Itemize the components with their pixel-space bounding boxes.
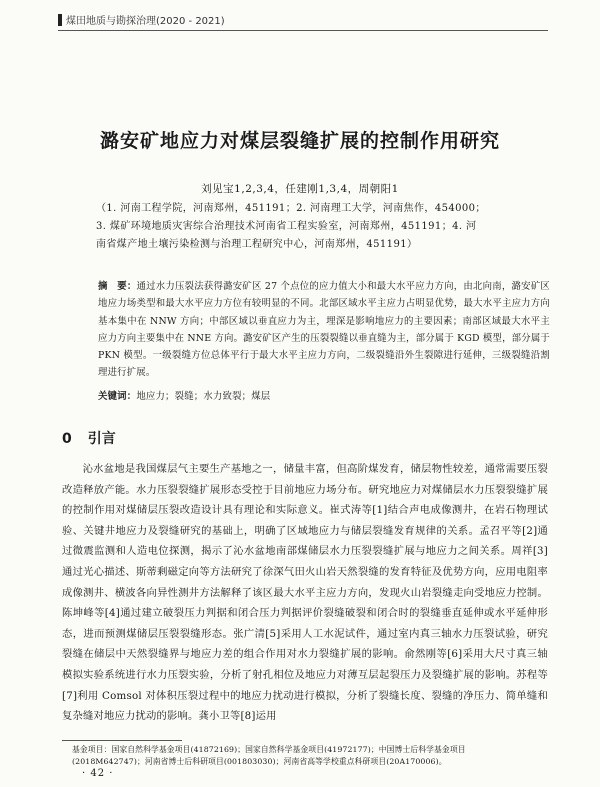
affiliation-line: 3. 煤矿环境地质灾害综合治理技术河南省工程实验室，河南郑州，451191；4. 河 <box>96 221 477 232</box>
abstract-text: 通过水力压裂法获得潞安矿区 27 个点位的应力值大小和最大水平应力方向，由北向南，潞安矿区地应力场类型和最大水平应力方位有较明显的不同。北部区域水平主应力占明显优势，最大水平主应力方向基本集中在 NNW 方向；中部区域以垂直应力为主，埋深是影响地应力的主要因素；南部区域最大水平主应力方向主要集中在 NNE 方向。潞安矿区产生的压裂裂缝以垂直缝为主，部分属于 KGD 模型，部分属于 PKN 模型。一级裂缝方位总体平行于最大水平主应力方向，二级裂缝沿外生裂隙进行延伸，三级裂缝沿割理进行扩展。 <box>98 281 550 379</box>
footnote-line: 基金项目：国家自然科学基金项目(41872169)；国家自然科学基金项目(41972177)；中国博士后科学基金项目 <box>72 745 466 754</box>
paper-title: 潞安矿地应力对煤层裂缝扩展的控制作用研究 <box>99 130 500 152</box>
abstract-label: 摘 要： <box>98 281 137 292</box>
running-header: 煤田地质与勘探治理(2020 - 2021) <box>66 16 225 27</box>
funding-footnote <box>72 744 548 768</box>
header-mark <box>58 14 62 26</box>
body-paragraph: 沁水盆地是我国煤层气主要生产基地之一，储量丰富，但高阶煤发育，储层物性较差，通常需要压裂改造释放产能。水力压裂裂缝扩展形态受控于目前地应力场分布。研究地应力对煤储层水力压裂裂缝扩展的控制作用对煤储层压裂改造设计具有理论和实际意义。崔式涛等[1]结合声电成像测井，在岩石物理试验、关键井地应力及裂缝研究的基础上，明确了区域地应力与储层裂缝发育规律的关系。孟召平等[2]通过微震监测和人造电位探测，揭示了沁水盆地南部煤储层水力压裂裂缝扩展与地应力之间关系。周祥[3]通过光心描述、斯蒂剩磁定向等方法研究了徐深气田火山岩天然裂缝的发育特征及优势方向，应用电阻率成像测井、横波各向异性测井方法解释了该区最大水平主应力方向，发现火山岩裂缝走向受地应力控制。陈坤峰等[4]通过建立破裂压力判据和闭合压力判据评价裂缝破裂和闭合时的裂缝垂直延伸或水平延伸形态，进而预测煤储层压裂裂缝形态。张广清[5]采用人工水泥试件，通过室内真三轴水力压裂试验，研究裂缝在储层中天然裂缝界与地应力差的组合作用对水力裂缝扩展的影响。俞然刚等[6]采用大尺寸真三轴模拟实验系统进行水力压裂实验，分析了射孔相位及地应力对薄互层起裂压力及裂缝扩展的影响。苏程等[7]利用 Comsol 对体积压裂过程中的地应力扰动进行模拟，分析了裂缝长度、裂缝的净压力、简单缝和复杂缝对地应力扰动的影响。龚小卫等[8]运用 <box>62 463 548 723</box>
header-rule <box>58 30 548 31</box>
section-number: 0 <box>62 431 72 447</box>
keywords-label: 关键词： <box>98 391 137 402</box>
affiliation-line: （1. 河南工程学院，河南郑州，451191；2. 河南理工大学，河南焦作，454000； <box>96 203 486 214</box>
body-text <box>62 459 548 727</box>
affiliation-line: 南省煤产地土壤污染检测与治理工程研究中心，河南郑州，451191） <box>96 239 418 250</box>
section-title: 引言 <box>87 431 116 447</box>
footnote-line: (2018M642747)；河南省博士后科研项目(001803030)；河南省高等学校重点科研项目(20A170006)。 <box>72 757 447 766</box>
affiliations <box>96 200 548 254</box>
footnote-rule <box>62 740 182 741</box>
author-line: 刘见宝1,2,3,4，任建刚1,3,4，周朝阳1 <box>201 183 399 195</box>
keywords-text: 地应力；裂缝；水力致裂；煤层 <box>136 391 271 402</box>
abstract <box>98 278 550 382</box>
section-heading <box>62 428 116 448</box>
page-number: · 42 · <box>82 768 114 779</box>
keywords <box>98 388 550 402</box>
